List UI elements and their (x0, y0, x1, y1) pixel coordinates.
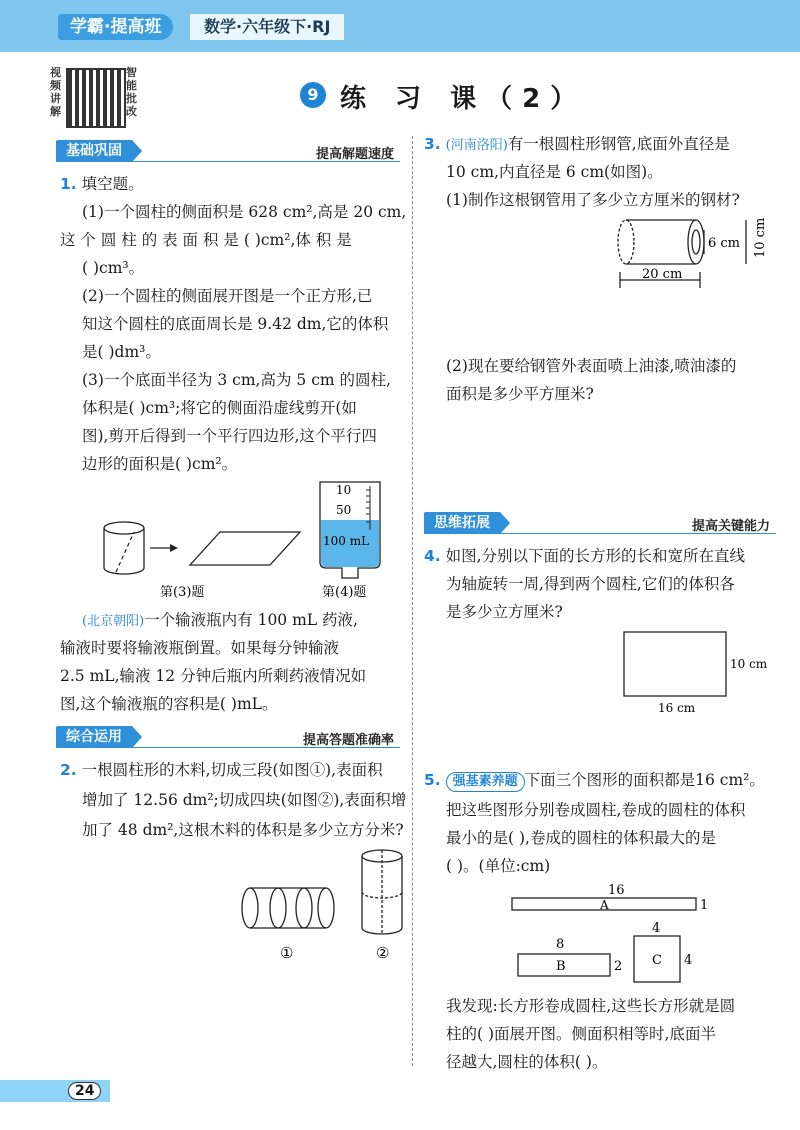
q2-number: 2. (60, 761, 77, 779)
q5-badge: 强基素养题 (446, 772, 525, 792)
q3-s1: (1)制作这根钢管用了多少立方厘米的钢材? (446, 191, 740, 209)
q1-p2a: (2)一个圆柱的侧面展开图是一个正方形,已 (82, 287, 373, 305)
q1-intro: 1. 填空题。 (60, 175, 144, 193)
vertical-log-figure (362, 850, 402, 934)
rect-b-width: 8 (556, 937, 565, 952)
section-applied-note: 提高答题准确率 (302, 733, 394, 748)
q5-l4: ( )。(单位:cm) (446, 857, 551, 875)
q3-s2a: (2)现在要给钢管外表面喷上油漆,喷油漆的 (446, 357, 737, 375)
q1-p4d: 图,这个输液瓶的容积是( )mL。 (60, 695, 278, 713)
qr-right-label: 智能批改 (126, 66, 137, 118)
q1-p3d: 边形的面积是( )cm²。 (82, 455, 238, 473)
section-thinking (424, 512, 776, 534)
pipe-inner-dim: 6 cm (708, 236, 741, 251)
q2-l2: 增加了 12.56 dm²;切成四块(如图②),表面积增 (82, 791, 407, 809)
q4-number: 4. (424, 547, 441, 565)
rect-b (518, 937, 622, 976)
fig3-caption: 第(3)题 (160, 585, 205, 600)
q3-s2b: 面积是多少平方厘米? (446, 385, 594, 403)
rect-a-width: 16 (608, 883, 625, 898)
qr-left-label: 视频讲解 (50, 66, 61, 118)
fig4-caption: 第(4)题 (322, 585, 367, 600)
arrow-icon (150, 544, 178, 552)
rect-a-height: 1 (700, 898, 709, 913)
page-number: 24 (68, 1082, 101, 1100)
cylinder-figure (104, 522, 144, 574)
section-thinking-tag: 思维拓展 (424, 512, 500, 534)
rect-c-height: 4 (684, 953, 693, 968)
bottle-label-100: 100 mL (323, 534, 370, 548)
q2-l3: 加了 48 dm²,这根木料的体积是多少立方分米? (82, 821, 404, 839)
q5-l2: 把这些图形分别卷成圆柱,卷成的圆柱的体积 (446, 801, 746, 819)
section-basic-tag: 基础巩固 (56, 140, 132, 162)
section-applied-tag: 综合运用 (56, 726, 132, 748)
q2-figures (230, 840, 410, 970)
bottle-figure (320, 482, 380, 578)
q1-figures (90, 470, 400, 600)
q1-p4a: (北京朝阳)一个输液瓶内有 100 mL 药液, (82, 611, 358, 629)
bottle-label-50: 50 (336, 503, 352, 517)
rect-c (634, 921, 692, 982)
subject-label: 数学·六年级下·RJ (190, 14, 344, 40)
q5-number: 5. (424, 771, 441, 789)
q5-f3: 径越大,圆柱的体积( )。 (446, 1053, 608, 1071)
section-basic-note: 提高解题速度 (315, 147, 394, 162)
horizontal-log-figure (242, 888, 334, 928)
q4-l2: 为轴旋转一周,得到两个圆柱,它们的体积各 (446, 575, 735, 593)
q1-p3c: 图),剪开后得到一个平行四边形,这个平行四 (82, 427, 377, 445)
q5-f2: 柱的( )面展开图。侧面积相等时,底面半 (446, 1025, 716, 1043)
fig1-label: ① (280, 944, 294, 962)
q2-l1: 2. 一根圆柱形的木料,切成三段(如图①),表面积 (60, 761, 383, 779)
q1-p3b: 体积是( )cm³;将它的侧面沿虚线剪开(如 (82, 399, 357, 417)
q5-f1: 我发现:长方形卷成圆柱,这些长方形就是圆 (446, 997, 736, 1015)
section-applied (56, 726, 400, 748)
q1-p1a: (1)一个圆柱的侧面积是 628 cm²,高是 20 cm, (82, 203, 407, 221)
q1-p2c: 是( )dm³。 (82, 343, 161, 361)
lesson-number: 9 (300, 82, 326, 108)
page-title: 练 习 课（2） (340, 84, 587, 114)
q1-p4b: 输液时要将输液瓶倒置。如果每分钟输液 (60, 639, 340, 657)
pipe-length-dim: 20 cm (642, 267, 683, 282)
q1-number: 1. (60, 175, 77, 193)
rect-b-label: B (556, 959, 566, 974)
q1-p1b: 这 个 圆 柱 的 表 面 积 是 ( )cm²,体 积 是 (60, 231, 352, 249)
q1-p1c: ( )cm³。 (82, 259, 145, 277)
pipe-outer-dim: 10 cm (753, 217, 768, 258)
q4-l3: 是多少立方厘米? (446, 603, 563, 621)
q4-l1: 4. 如图,分别以下面的长方形的长和宽所在直线 (424, 547, 746, 565)
fig2-label: ② (376, 944, 390, 962)
bottle-label-10: 10 (336, 483, 352, 497)
q5-l1: 5. 强基素养题 下面三个图形的面积都是16 cm²。 (424, 766, 765, 794)
q3-l2: 10 cm,内直径是 6 cm(如图)。 (446, 163, 663, 181)
q4-rectangle-figure (620, 626, 780, 716)
q5-rectangles-figure (500, 878, 730, 988)
q3-number: 3. (424, 135, 441, 153)
q5-l3: 最小的是( ),卷成的圆柱的体积最大的是 (446, 829, 716, 847)
q1-p2b: 知这个圆柱的底面周长是 9.42 dm,它的体积 (82, 315, 389, 333)
section-basic (56, 140, 400, 162)
rect-width-label: 16 cm (658, 701, 696, 715)
steel-pipe-figure (600, 212, 770, 294)
qr-code[interactable] (66, 68, 126, 128)
q3-l1: 3. (河南洛阳)有一根圆柱形钢管,底面外直径是 (424, 135, 730, 153)
rect-a-label: A (600, 898, 609, 912)
rect-c-width: 4 (652, 921, 661, 936)
brand-label: 学霸·提高班 (58, 14, 173, 40)
rect-height-label: 10 cm (730, 657, 768, 671)
column-divider (412, 136, 413, 1066)
rect-c-label: C (652, 953, 662, 968)
section-thinking-note: 提高关键能力 (691, 519, 770, 534)
q1-p3a: (3)一个底面半径为 3 cm,高为 5 cm 的圆柱, (82, 371, 391, 389)
parallelogram-figure (190, 532, 300, 565)
rect-a (512, 883, 708, 913)
q1-p4c: 2.5 mL,输液 12 分钟后瓶内所剩药液情况如 (60, 667, 367, 685)
rect-b-height: 2 (614, 959, 623, 974)
